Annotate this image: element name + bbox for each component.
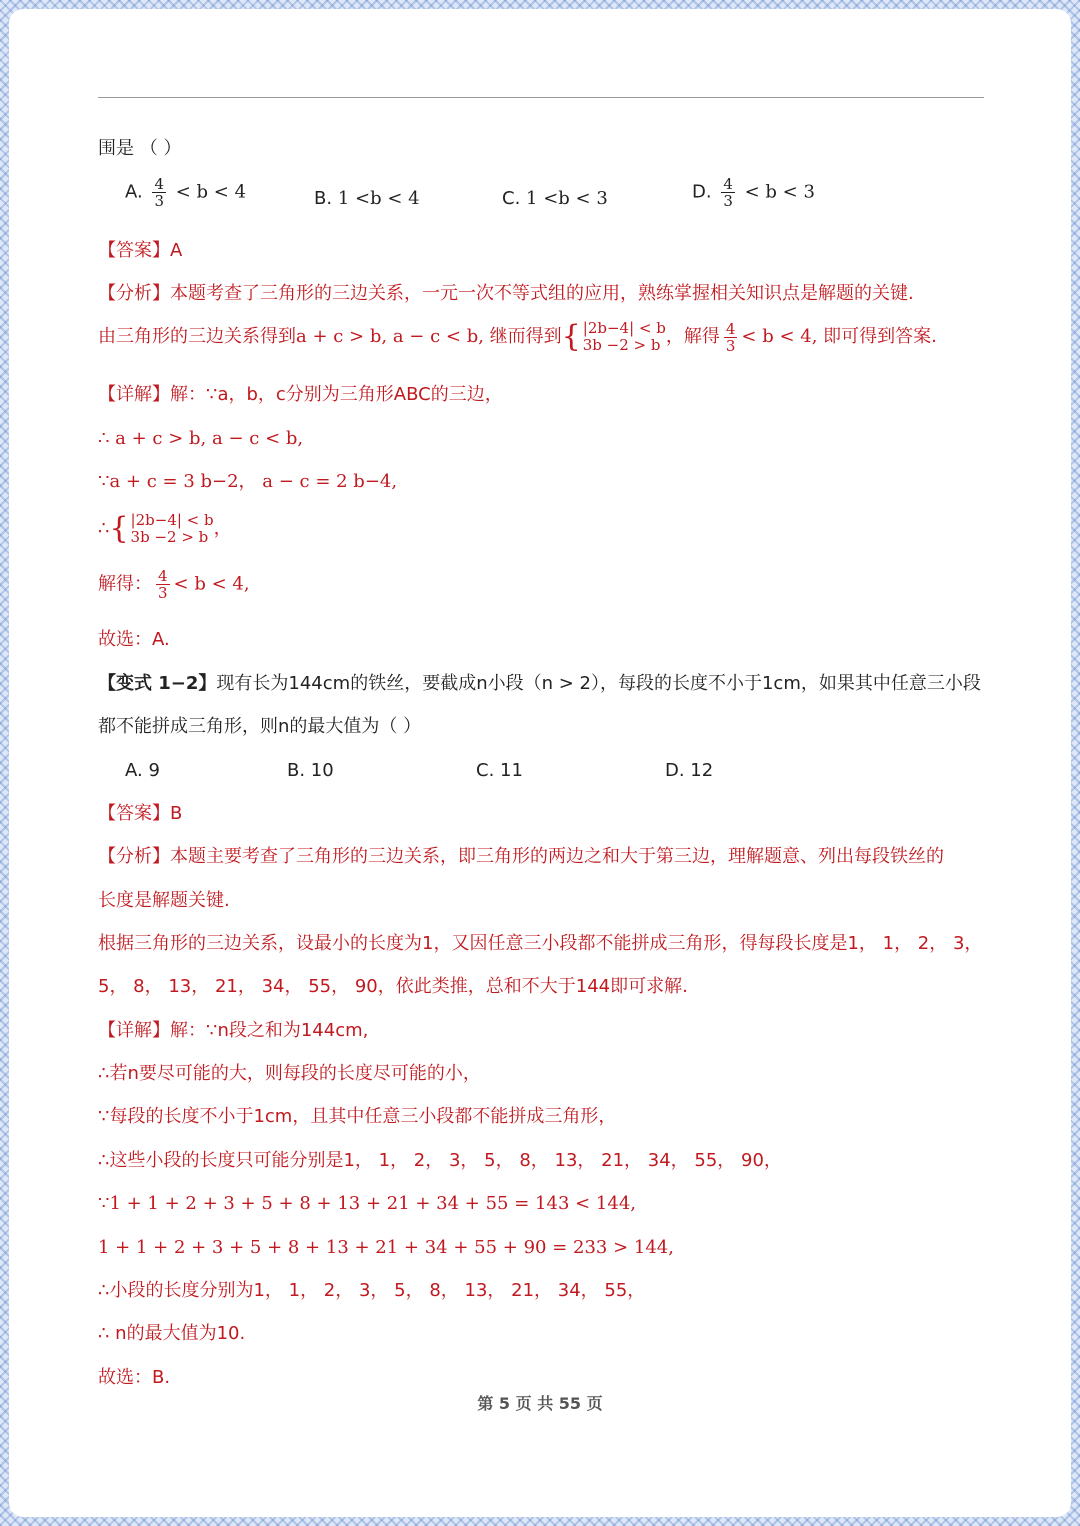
q1-answer: 【答案】A bbox=[98, 240, 183, 261]
q1-detail-2: ∴ a + c > b, a − c < b, bbox=[98, 428, 304, 449]
q2-stem-2: 都不能拼成三角形，则n的最大值为（ ） bbox=[98, 716, 422, 737]
q2-analysis-3: 根据三角形的三边关系，设最小的长度为1，又因任意三小段都不能拼成三角形，得每段长度是1， 1， 2， 3， bbox=[98, 933, 983, 954]
q2-detail-2: ∴若n要尽可能的大，则每段的长度尽可能的小， bbox=[98, 1063, 481, 1084]
q1-detail-6: 故选：A. bbox=[98, 629, 170, 650]
q2-detail-1: 【详解】解：∵n段之和为144cm, bbox=[98, 1020, 369, 1041]
q2-analysis-2: 长度是解题关键. bbox=[98, 890, 230, 911]
q2-detail-9: 故选：B. bbox=[98, 1367, 171, 1388]
q1-detail-4: ∴ { |2b−4| < b 3b −2 > b ， bbox=[98, 511, 232, 546]
q2-detail-4: ∴这些小段的长度只可能分别是1， 1， 2， 3， 5， 8， 13， 21， 34， 55， 90， bbox=[98, 1150, 782, 1171]
q1-option-d[interactable]: D. $\frac{4}{3}$ < b < 3 bbox=[692, 175, 815, 210]
q2-answer: 【答案】B bbox=[98, 803, 183, 824]
q2-option-d[interactable]: D. 12 bbox=[665, 760, 714, 781]
q2-option-a[interactable]: A. 9 bbox=[125, 760, 160, 781]
q2-analysis-1: 【分析】本题主要考查了三角形的三边关系，即三角形的两边之和大于第三边，理解题意、列出每段铁丝的 bbox=[98, 846, 944, 867]
q2-option-c[interactable]: C. 11 bbox=[476, 760, 523, 781]
q1-detail-5: 解得： $\frac{4}{3}$ < b < 4, bbox=[98, 567, 250, 602]
q1-option-c[interactable]: C. 1 <b < 3 bbox=[502, 188, 608, 209]
q1-option-b[interactable]: B. 1 <b < 4 bbox=[314, 188, 420, 209]
q1-detail-1: 【详解】解：∵a，b，c分别为三角形ABC的三边， bbox=[98, 384, 503, 405]
q2-stem-1: 【变式 1−2】现有长为144cm的铁丝，要截成n小段（n > 2），每段的长度不小于1cm，如果其中任意三小段 bbox=[98, 673, 981, 694]
q1-analysis-1: 【分析】本题考查了三角形的三边关系，一元一次不等式组的应用，熟练掌握相关知识点是解题的关键. bbox=[98, 283, 914, 304]
q2-analysis-4: 5， 8， 13， 21， 34， 55， 90，依此类推，总和不大于144即可求解. bbox=[98, 976, 688, 997]
q2-detail-6: 1 + 1 + 2 + 3 + 5 + 8 + 13 + 21 + 34 + 55 + 90 = 233 > 144, bbox=[98, 1237, 674, 1258]
q2-option-b[interactable]: B. 10 bbox=[287, 760, 334, 781]
q2-detail-5: ∵1 + 1 + 2 + 3 + 5 + 8 + 13 + 21 + 34 + 55 = 143 < 144, bbox=[98, 1193, 636, 1214]
q1-option-a[interactable]: A. $\frac{4}{3}$ < b < 4 bbox=[125, 175, 247, 210]
q2-detail-8: ∴ n的最大值为10. bbox=[98, 1323, 246, 1344]
q2-detail-3: ∵每段的长度不小于1cm，且其中任意三小段都不能拼成三角形， bbox=[98, 1106, 617, 1127]
inequality-system: { |2b−4| < b 3b −2 > b bbox=[561, 319, 666, 354]
page-number: 第 5 页 共 55 页 bbox=[477, 1394, 603, 1413]
header-rule bbox=[98, 97, 984, 98]
q1-stem-tail: 围是 （ ） bbox=[98, 138, 182, 159]
q1-detail-3: ∵a + c = 3 b−2， a − c = 2 b−4, bbox=[98, 471, 398, 492]
q1-analysis-2: 由三角形的三边关系得到a + c > b, a − c < b, 继而得到 { |2b−4| < b 3b −2 > b ，解得 $\frac{4}{3}$ < b < 4, 即可得到答案. bbox=[98, 319, 937, 355]
q2-detail-7: ∴小段的长度分别为1， 1， 2， 3， 5， 8， 13， 21， 34， 55， bbox=[98, 1280, 646, 1301]
